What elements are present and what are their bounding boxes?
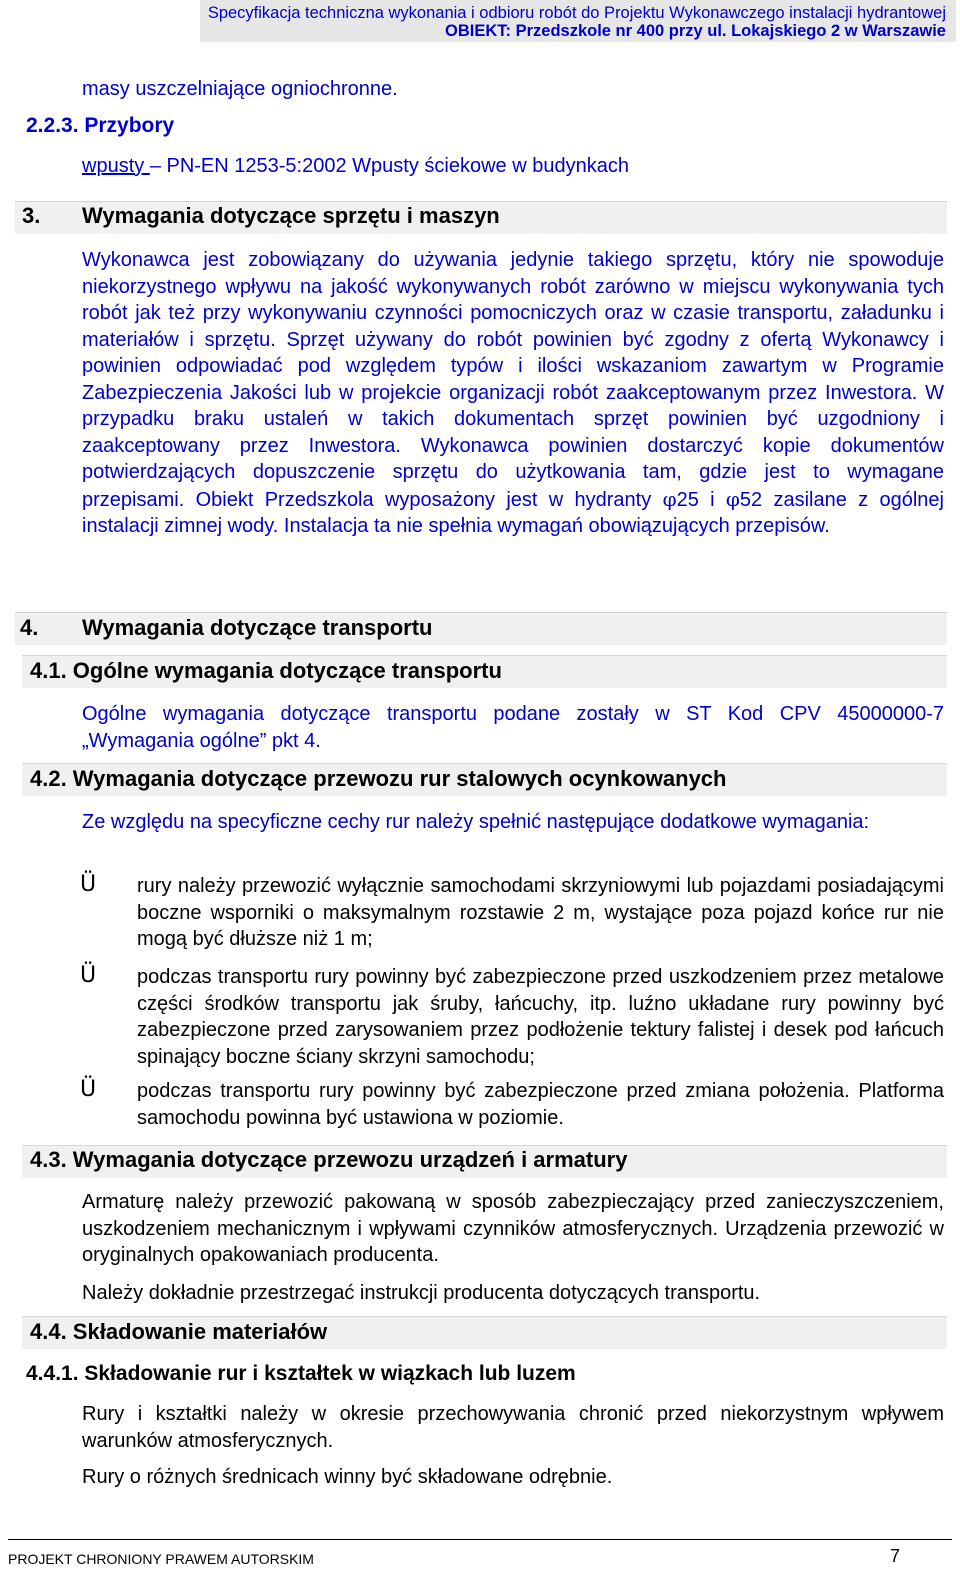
bullet-arrow-icon: Ü [80,872,97,897]
section-4-3-body-1: Armaturę należy przewozić pakowaną w sposób zabezpieczający przed zanieczyszczeniem, uszkodzeniem mechanicznym i wpływami czynników atmosferycznych. Urządzenia przewozić w oryginalnych opakowaniach producenta. [82,1191,944,1266]
header-document-title: Specyfikacja techniczna wykonania i odbioru robót do Projektu Wykonawczego instalacji hydrantowej [207,4,946,22]
list-item: podczas transportu rury powinny być zabezpieczone przed zmiana położenia. Platforma samochodu powinna być ustawiona w poziomie. [137,1080,944,1129]
list-item: podczas transportu rury powinny być zabezpieczone przed uszkodzeniem przez metalowe części środków transportu jak śruby, łańcuchy, itp. luźno układane rury powinny być zabezpieczone przed zarysowaniem przez podłożenie tektury falistej i desek pod łańcuch spinający boczne ściany skrzyni samochodu; [137,966,944,1068]
section-4-4-1-title: 4.4.1. Składowanie rur i kształtek w wiązkach lub luzem [26,1362,576,1385]
drains-link[interactable]: wpusty [82,155,150,177]
section-4-title: Wymagania dotyczące transportu [82,615,433,640]
section-4-1-body: Ogólne wymagania dotyczące transportu podane zostały w ST Kod CPV 45000000-7 „Wymagania ogólne” pkt 4. [82,703,944,752]
section-3-body [82,247,944,540]
section-4-3-title: 4.3. Wymagania dotyczące przewozu urządzeń i armatury [30,1147,628,1172]
section-4-number: 4. [20,615,39,640]
section-4-4-1-body-2: Rury o różnych średnicach winny być składowane odrębnie. [82,1466,613,1488]
footer-divider [8,1539,952,1540]
phi-symbol-1: φ [662,486,677,511]
section-4-2-intro: Ze względu na specyficzne cechy rur należy spełnić następujące dodatkowe wymagania: [82,811,870,833]
list-item: rury należy przewozić wyłącznie samochodami skrzyniowymi lub pojazdami posiadającymi boczne wsporniki o maksymalnym rozstawie 2 m, wystające poza pojazd końce rur nie mogą być dłuższe niż 1 m; [137,875,944,950]
section-4-3-body-2: Należy dokładnie przestrzegać instrukcji producenta dotyczących transportu. [82,1282,761,1304]
header-object: OBIEKT: Przedszkole nr 400 przy ul. Lokajskiego 2 w Warszawie [445,22,946,40]
section-3-body-a: Wykonawca jest zobowiązany do używania jedynie takiego sprzętu, który nie spowoduje niekorzystnego wpływu na jakość wykonywanych robót zarówno w miejscu wykonywania tych robót jak też przy wykonywaniu czynności pomocniczych oraz w czasie transportu, załadunku i materiałów i sprzętu. Sprzęt używany do robót powinien być zgodny z ofertą Wykonawcy i powinien odpowiadać pod względem typów i ilości wskazaniom zawartym w Programie Zabezpieczenia Jakości lub w projekcie organizacji robót zaakceptowanym przez Inwestora. W przypadku braku ustaleń w takich dokumentach sprzęt powinien być uzgodniony i zaakceptowany przez Inwestora. Wykonawca powinien dostarczyć kopie dokumentów potwierdzających dopuszczenie sprzętu do użytkowania tam, gdzie jest to wymagane przepisami. Obiekt Przedszkola wyposażony jest w hydranty [82,249,944,511]
section-4-1-title: 4.1. Ogólne wymagania dotyczące transportu [30,658,502,683]
section-4-4-1-body-1: Rury i kształtki należy w okresie przechowywania chronić przed niekorzystnym wpływem warunków atmosferycznych. [82,1403,944,1452]
section-4-2-title: 4.2. Wymagania dotyczące przewozu rur stalowych ocynkowanych [30,766,727,791]
section-3-title: Wymagania dotyczące sprzętu i maszyn [82,203,500,228]
bullet-arrow-icon: Ü [80,1077,97,1102]
section-3-body-mid: 25 i [676,488,726,511]
footer-copyright: PROJEKT CHRONIONY PRAWEM AUTORSKIM [8,1551,314,1567]
section-4-4-title: 4.4. Składowanie materiałów [30,1319,328,1344]
page-number: 7 [890,1546,901,1566]
page-header [200,0,956,42]
drains-standard: – PN-EN 1253-5:2002 Wpusty ściekowe w budynkach [149,155,629,177]
drains-line [82,153,629,180]
bullet-arrow-icon: Ü [80,963,97,988]
sealing-materials-line: masy uszczelniające ogniochronne. [82,78,398,100]
section-3-number: 3. [22,203,41,228]
heading-2-2-3: 2.2.3. Przybory [26,114,175,137]
section-3-body-b: 52 zasilane z ogólnej instalacji zimnej wody. Instalacja ta nie spełnia wymagań obowiązujących przepisów. [82,488,945,537]
phi-symbol-2: φ [725,486,740,511]
